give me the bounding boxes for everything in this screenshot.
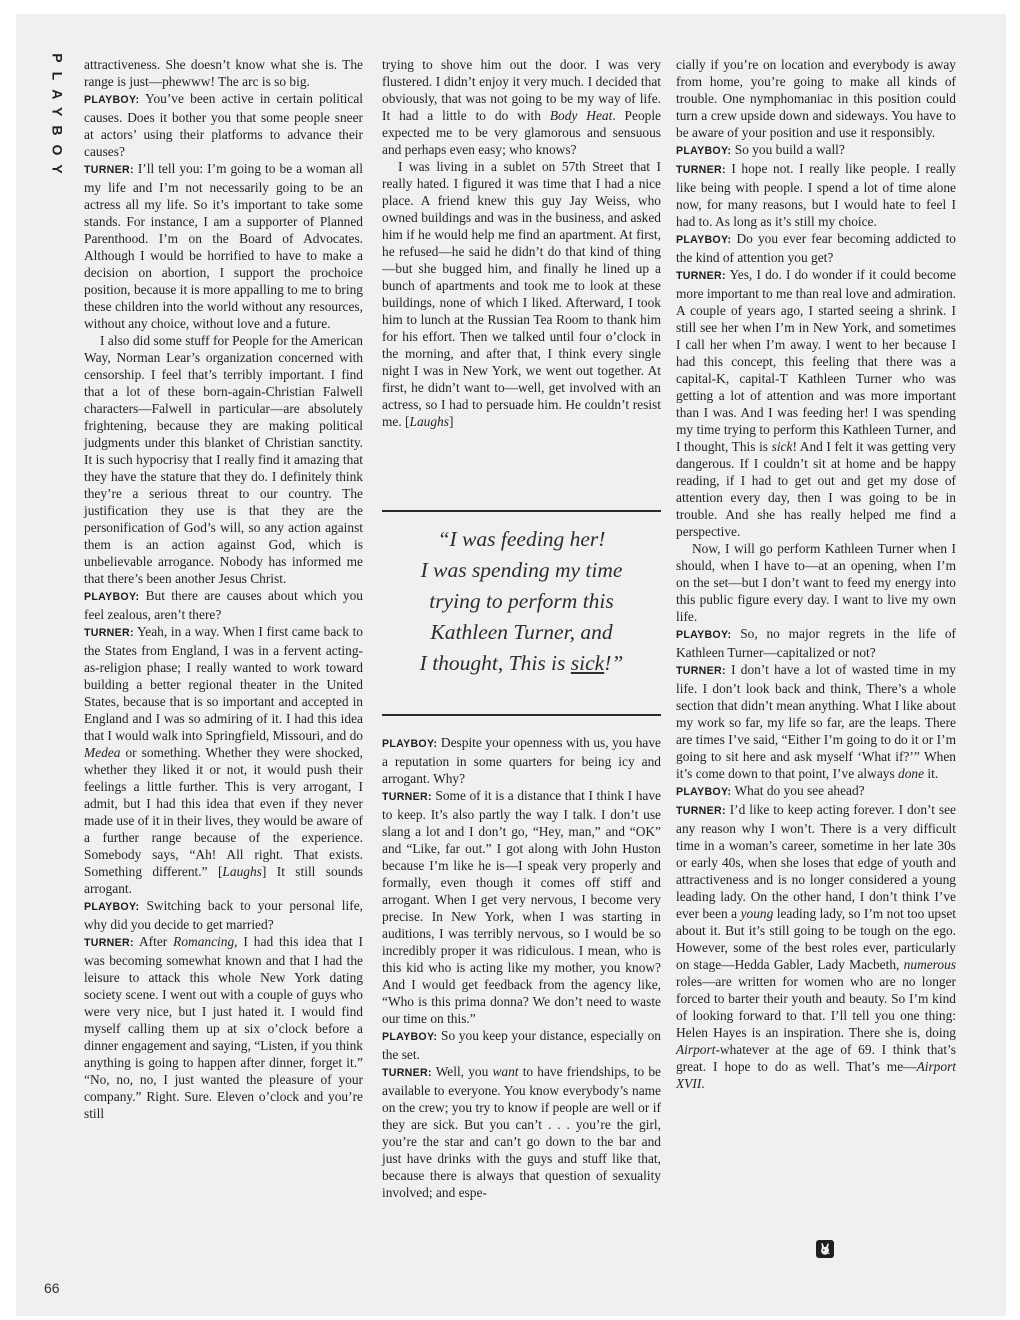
pull-quote: “I was feeding her! I was spending my time trying to perform this Kathleen Turner, and I thought, This is sick!”	[382, 510, 661, 716]
question: PLAYBOY: So you build a wall?	[676, 142, 845, 157]
speaker-label: PLAYBOY:	[676, 145, 732, 157]
column-2	[382, 56, 661, 430]
speaker-label: TURNER:	[676, 164, 726, 176]
answer: TURNER: I hope not. I really like people. I really like being with people. I spend a lot of time alone now, for many reasons, but I would hate to feel I had to. As long as it’s still my choice.	[676, 161, 956, 229]
speaker-label: PLAYBOY:	[382, 1031, 438, 1043]
magazine-name: PLAYBOY	[50, 53, 67, 183]
speaker-label: TURNER:	[676, 805, 726, 817]
speaker-label: TURNER:	[382, 791, 432, 803]
column-2-lower	[382, 734, 661, 1201]
paragraph: I also did some stuff for People for the American Way, Norman Lear’s organization concerned with censorship. I feel that’s terribly important. I find that a lot of these born-again-Christian Falwell characters—Falwell in particular—are absolutely frightening, because they are making political judgments under this blanket of Christian sanctity. It is such hypocrisy that I really find it amazing that they have the stature that they do. I definitely think they’re a serious threat to our country. The justification they use is that they are the personification of God’s will, so any action against them is an action against God, which is unbelievable arrogance. Nobody has informed me that there’s been another Jesus Christ.	[84, 333, 363, 586]
speaker-label: PLAYBOY:	[84, 901, 140, 913]
answer: TURNER: I don’t have a lot of wasted time in my life. I don’t look back and think, There’s a whole section that didn’t mean anything. What I like about my work so far, my life so far, are the leaps. There are times I’ve said, “Either I’m going to do it or I’m going to sit here and ask myself ‘What if?’” When it’s come down to that point, I’ve always done it.	[676, 662, 956, 781]
answer: TURNER: Yes, I do. I do wonder if it could become more important to me than real love and admiration. A couple of years ago, I started seeing a shrink. I still see her when I’m in New York, and sometimes I call her when I’m away. I went to her because I had this concept, this feeling that there was a capital-K, capital-T Kathleen Turner who was getting a lot of attention and was more important than I was. And I was feeding her! I was spending my time trying to perform this Kathleen Turner, and I thought, This is sick! And I felt it was getting very dangerous. If I couldn’t sit at home and be happy reading, if I had to get out and get my dose of attention every day, then I was going to be in trouble. And she has really helped me find a perspective.	[676, 267, 957, 539]
question: PLAYBOY: You’ve been active in certain political causes. Does it bother you that some people sneer at actors’ using their platforms to advance their causes?	[84, 91, 363, 159]
question: PLAYBOY: So, no major regrets in the life of Kathleen Turner—capitalized or not?	[676, 626, 956, 660]
speaker-label: PLAYBOY:	[84, 591, 140, 603]
magazine-page	[16, 14, 1006, 1316]
question: PLAYBOY: Do you ever fear becoming addicted to the kind of attention you get?	[676, 231, 956, 265]
paragraph: cially if you’re on location and everybody is away from home, you’re going to make all kinds of trouble. One nymphomaniac in this position could turn a crew upside down and sideways. You have to be aware of your position and use it responsibly.	[676, 57, 956, 140]
speaker-label: PLAYBOY:	[676, 786, 732, 798]
speaker-label: PLAYBOY:	[676, 234, 732, 246]
speaker-label: TURNER:	[84, 937, 134, 949]
question: PLAYBOY: Despite your openness with us, you have a reputation in some quarters for being icy and arrogant. Why?	[382, 735, 661, 786]
paragraph: Now, I will go perform Kathleen Turner when I should, when I have to—at an opening, when I’m on the set—but I don’t want to feed my energy into this public figure every day. I want to live my own life.	[676, 541, 956, 624]
question: PLAYBOY: What do you see ahead?	[676, 783, 865, 798]
speaker-label: PLAYBOY:	[84, 94, 140, 106]
answer: TURNER: I’d like to keep acting forever. I don’t see any reason why I won’t. There is a very difficult time in a woman’s career, sometime in her late 30s or early 40s, when she loses that edge of youth and attractiveness and is no longer considered a young leading lady. On the other hand, I don’t think I’ve ever been a young leading lady, so I’m not too upset about it. But it’s still going to be tough on the ego. However, some of the best roles ever, particularly on stage—Hedda Gabler, Lady Macbeth, numerous roles—are written for women who are no longer forced to barter their youth and beauty. So I’m kind of looking forward to that. I’ll tell you one thing: Helen Hayes is an inspiration. There she is, doing Airport-whatever at the age of 69. I think that’s great. I hope to do as well. That’s me—Airport XVII.	[676, 802, 956, 1091]
speaker-label: TURNER:	[676, 270, 726, 282]
running-head	[46, 50, 70, 186]
paragraph: attractiveness. She doesn’t know what she is. The range is just—phewww! The arc is so big.	[84, 57, 363, 89]
speaker-label: TURNER:	[84, 627, 134, 639]
answer: TURNER: I’ll tell you: I’m going to be a woman all my life and I’m not necessarily going to be an actress all my life. So it’s important to take some stands. For instance, I am a supporter of Planned Parenthood. I’m on the Board of Advocates. Although I would be horrified to have to make a decision on abortion, I support the prochoice position, because it is more appalling to me to bring these children into the world without any resources, without any choice, without love and a future.	[84, 161, 363, 331]
page-number: 66	[44, 1280, 60, 1296]
answer: TURNER: Yeah, in a way. When I first came back to the States from England, I was in a fervent acting-as-religion phase; I really wanted to work toward building a better regional theater in the United States, because that is so important and accepted in England and I was so admiring of it. I had this idea that I would walk into Springfield, Missouri, and do Medea or something. Whether they were shocked, whether they liked it or not, it would push their feelings a little further. This is very arrogant, I admit, but I had this idea that even if they never made use of it in their lives, they would be aware of a further range because of the experience. Somebody says, “Ah! All right. That exists. Something different.” [Laughs] It still sounds arrogant.	[84, 624, 363, 896]
speaker-label: TURNER:	[676, 665, 726, 677]
answer: TURNER: Some of it is a distance that I think I have to keep. It’s also partly the way I talk. I don’t use slang a lot and I don’t go, “Hey, man,” and “OK” and “Like, far out.” I got along with John Huston because I’m like he is—I speak very properly and formally, even though it comes off stiff and arrogant. When I get very nervous, I become very precise. In New York, when I was starting in auditions, I was terribly nervous, so I would be so incredibly proper it was ridiculous. I mean, who is this kid who is acting like my mother, you know? And I would get feedback from the agency like, “Who is this prima donna? We don’t need to waste our time on this.”	[382, 788, 661, 1026]
answer: TURNER: After Romancing, I had this idea that I was becoming somewhat known and that I had the leisure to attack this whole New York dating society scene. I went out with a couple of guys who were very nice, but I just hated it. I would find myself calling them up at six o’clock before a dinner engagement and saying, “Listen, if you think anything is going to happen after dinner, forget it.” “No, no, no, I just wanted the pleasure of your company.” Right. Sure. Eleven o’clock and you’re still	[84, 934, 364, 1121]
rabbit-head-icon	[816, 1240, 834, 1258]
speaker-label: PLAYBOY:	[676, 629, 732, 641]
answer: TURNER: Well, you want to have friendships, to be available to everyone. You know everybody’s name on the crew; you try to know if people are well or if they are sick. But you can’t . . . you’re the girl, you’re the star and can’t go down to the bar and just have drinks with the guys and stuff like that, because there is always that question of sexuality involved; and espe-	[382, 1064, 661, 1200]
speaker-label: PLAYBOY:	[382, 738, 438, 750]
paragraph: I was living in a sublet on 57th Street that I really hated. I figured it was time that I had a nice place. A friend knew this guy Jay Weiss, who owned buildings and was in the business, and asked him if he would help me find an apartment. At first, he refused—he said he didn’t do that kind of thing—but she bugged him, and finally he lined up a bunch of apartments and took me to look at these buildings, none of which I liked. Afterward, I took him to lunch at the Russian Tea Room to thank him for his effort. Then we talked until four o’clock in the morning, and after that, I think every single night I was in New York, we went out together. At first, he didn’t want to—well, get involved with an actress, so I had to persuade him. He couldn’t resist me. [Laughs]	[382, 159, 661, 429]
question: PLAYBOY: So you keep your distance, especially on the set.	[382, 1028, 661, 1062]
paragraph: trying to shove him out the door. I was very flustered. I didn’t enjoy it very much. I decided that obviously, that was not going to be my way of life. It had a little to do with Body Heat. People expected me to be very glamorous and sensuous and perhaps even easy; who knows?	[382, 57, 661, 157]
column-3	[676, 56, 956, 1092]
question: PLAYBOY: But there are causes about which you feel zealous, aren’t there?	[84, 588, 363, 622]
speaker-label: TURNER:	[84, 164, 134, 176]
speaker-label: TURNER:	[382, 1067, 432, 1079]
question: PLAYBOY: Switching back to your personal life, why did you decide to get married?	[84, 898, 363, 932]
column-1	[84, 56, 363, 1122]
